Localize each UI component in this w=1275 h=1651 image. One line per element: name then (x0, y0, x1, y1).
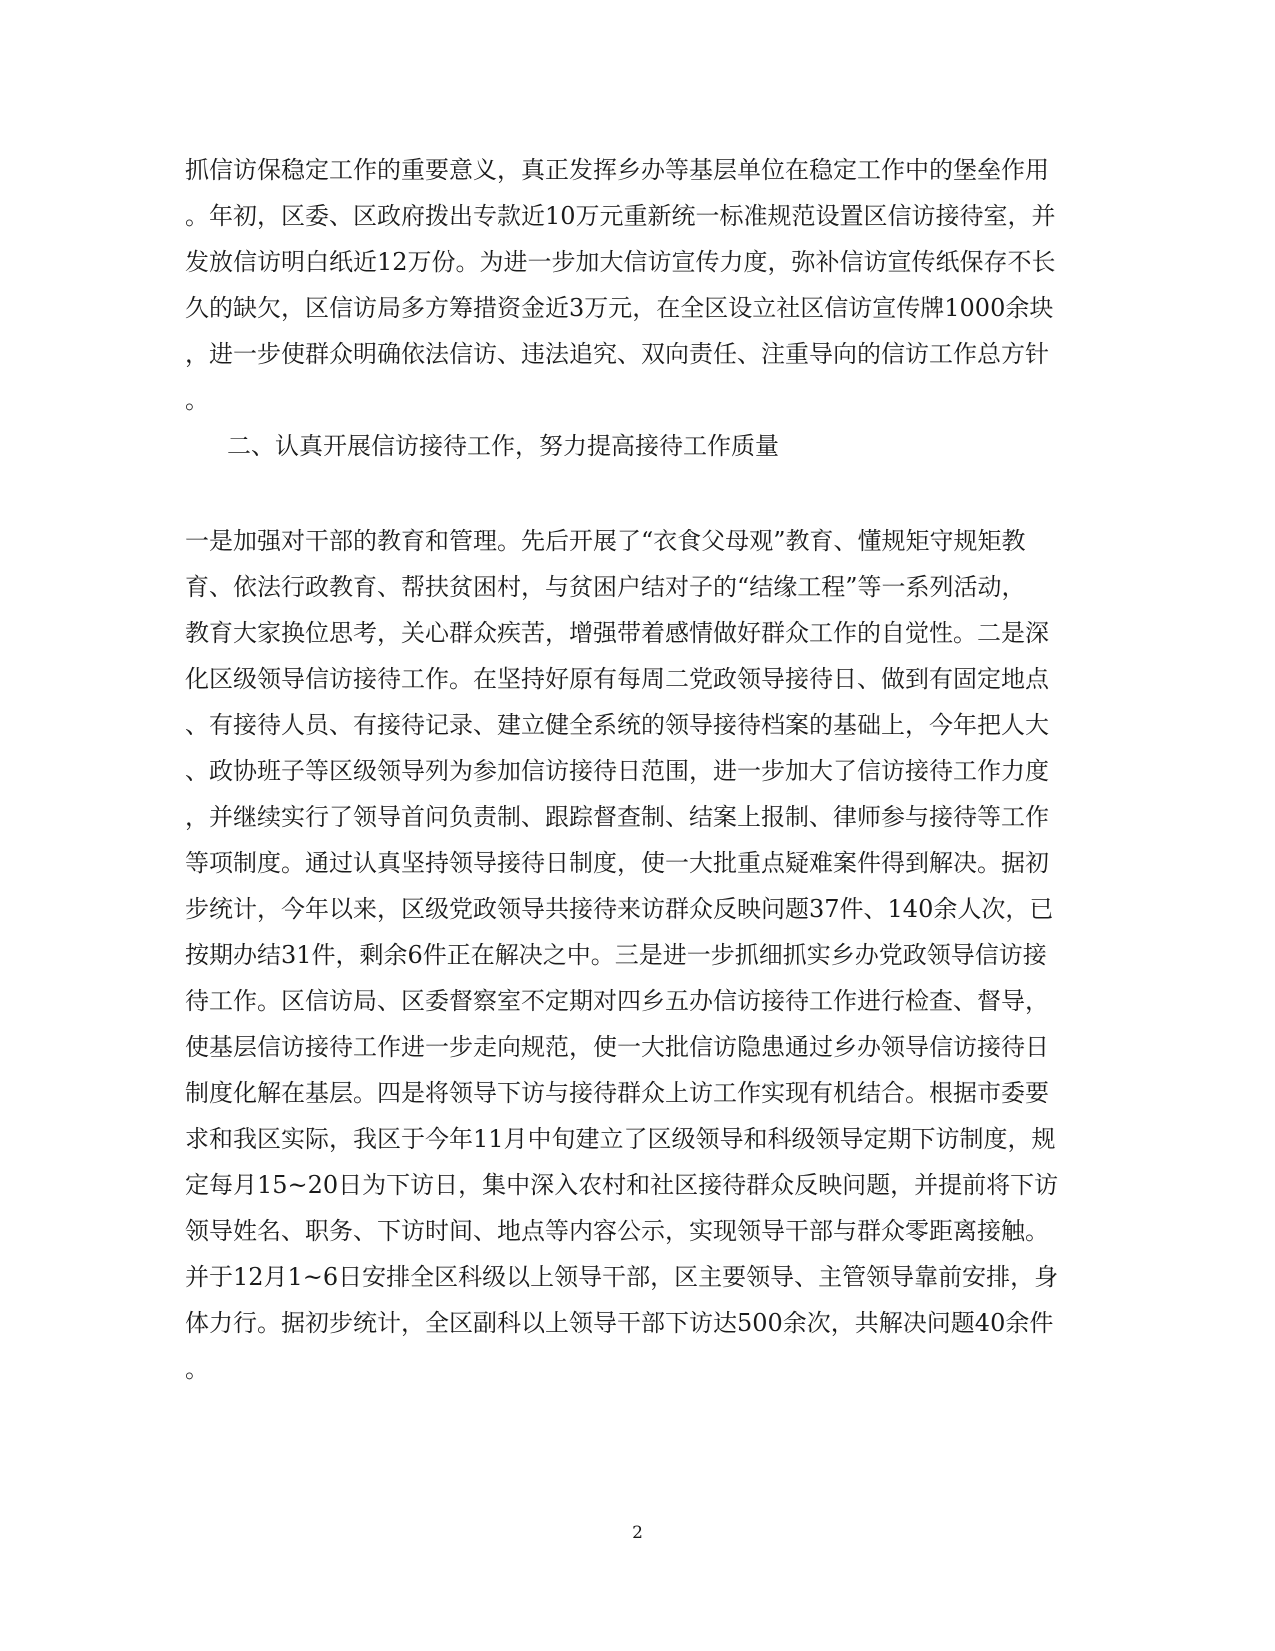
section-heading: 二、认真开展信访接待工作，努力提高接待工作质量 (227, 432, 779, 460)
page-number: 2 (632, 1523, 643, 1543)
paragraph-line: 等项制度。通过认真坚持领导接待日制度，使一大批重点疑难案件得到解决。据初 (185, 849, 1049, 877)
paragraph-line: 待工作。区信访局、区委督察室不定期对四乡五办信访接待工作进行检查、督导， (185, 987, 1049, 1015)
paragraph-line: 、政协班子等区级领导列为参加信访接待日范围，进一步加大了信访接待工作力度 (185, 757, 1049, 785)
paragraph-line: 。 (185, 1355, 209, 1383)
paragraph-line: 使基层信访接待工作进一步走向规范，使一大批信访隐患通过乡办领导信访接待日 (185, 1033, 1049, 1061)
paragraph-line: 求和我区实际，我区于今年11月中旬建立了区级领导和科级领导定期下访制度，规 (185, 1125, 1056, 1153)
paragraph-line: ，并继续实行了领导首问负责制、跟踪督查制、结案上报制、律师参与接待等工作 (185, 803, 1049, 831)
paragraph-line: 育、依法行政教育、帮扶贫困村，与贫困户结对子的“结缘工程”等一系列活动， (185, 573, 1026, 601)
paragraph-line: 一是加强对干部的教育和管理。先后开展了“衣食父母观”教育、懂规矩守规矩教 (185, 527, 1026, 555)
paragraph-line: 化区级领导信访接待工作。在坚持好原有每周二党政领导接待日、做到有固定地点 (185, 665, 1049, 693)
paragraph-line: 领导姓名、职务、下访时间、地点等内容公示，实现领导干部与群众零距离接触。 (185, 1217, 1049, 1245)
paragraph-line: 体力行。据初步统计，全区副科以上领导干部下访达500余次，共解决问题40余件 (185, 1309, 1054, 1337)
paragraph-line: 按期办结31件，剩余6件正在解决之中。三是进一步抓细抓实乡办党政领导信访接 (185, 941, 1047, 969)
paragraph-line: 定每月15~20日为下访日，集中深入农村和社区接待群众反映问题，并提前将下访 (185, 1171, 1059, 1199)
paragraph-line: 、有接待人员、有接待记录、建立健全系统的领导接待档案的基础上，今年把人大 (185, 711, 1049, 739)
paragraph-line: 制度化解在基层。四是将领导下访与接待群众上访工作实现有机结合。根据市委要 (185, 1079, 1049, 1107)
paragraph-line: 。 (185, 386, 209, 414)
paragraph-line: 教育大家换位思考，关心群众疾苦，增强带着感情做好群众工作的自觉性。二是深 (185, 619, 1049, 647)
paragraph-line: 抓信访保稳定工作的重要意义，真正发挥乡办等基层单位在稳定工作中的堡垒作用 (185, 156, 1049, 184)
paragraph-line: 步统计，今年以来，区级党政领导共接待来访群众反映问题37件、140余人次，已 (185, 895, 1054, 923)
paragraph-line: ，进一步使群众明确依法信访、违法追究、双向责任、注重导向的信访工作总方针 (185, 340, 1049, 368)
paragraph-line: 发放信访明白纸近12万份。为进一步加大信访宣传力度，弥补信访宣传纸保存不长 (185, 248, 1056, 276)
paragraph-line: 久的缺欠，区信访局多方筹措资金近3万元，在全区设立社区信访宣传牌1000余块 (185, 294, 1054, 322)
paragraph-line: 并于12月1~6日安排全区科级以上领导干部，区主要领导、主管领导靠前安排，身 (185, 1263, 1059, 1291)
paragraph-line: 。年初，区委、区政府拨出专款近10万元重新统一标准规范设置区信访接待室，并 (185, 202, 1056, 230)
